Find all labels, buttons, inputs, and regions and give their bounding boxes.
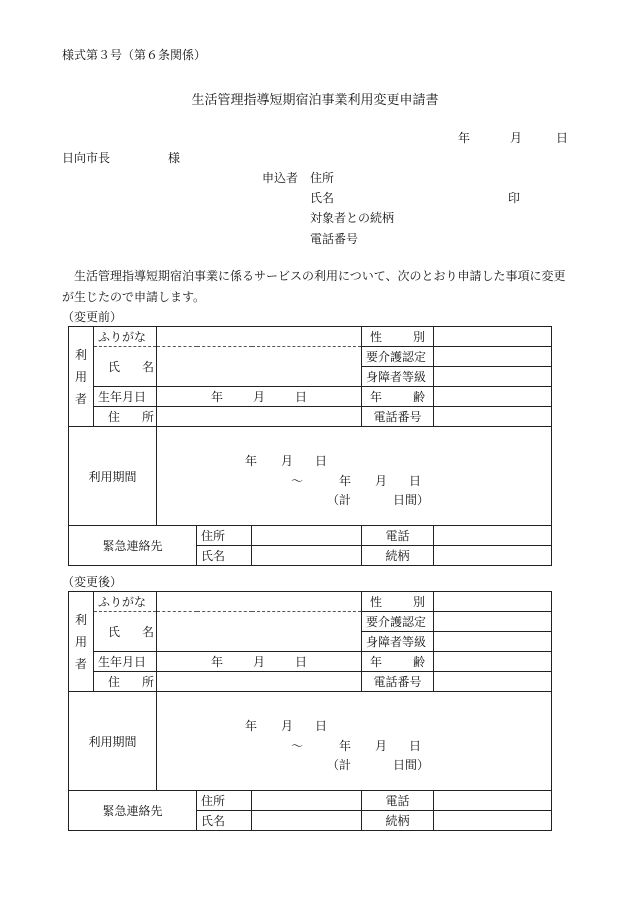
applicant-phone-label: 電話番号 [310, 232, 359, 246]
disability-label: 身障者等級 [362, 632, 434, 652]
section-caption-before: （変更前） [62, 310, 123, 324]
disability-input[interactable] [434, 367, 552, 387]
body-text: 生活管理指導短期宿泊事業に係るサービスの利用について、次のとおり申請した事項に変更が生じたので申請します。 [62, 269, 566, 304]
address-input[interactable] [157, 407, 362, 427]
age-label: 年 齢 [362, 652, 434, 672]
emergency-name-input[interactable] [252, 811, 362, 831]
birth-label: 生年月日 [94, 652, 157, 672]
disability-label: 身障者等級 [362, 367, 434, 387]
section-caption-after: （変更後） [62, 575, 123, 589]
emergency-relation-input[interactable] [434, 811, 552, 831]
body-paragraph [62, 266, 572, 308]
emergency-contact-label: 緊急連絡先 [69, 791, 197, 831]
emergency-name-label: 氏名 [197, 811, 252, 831]
furigana-input[interactable] [157, 592, 362, 612]
disability-input[interactable] [434, 632, 552, 652]
age-input[interactable] [434, 652, 552, 672]
care-level-label: 要介護認定 [362, 612, 434, 632]
emergency-address-input[interactable] [252, 526, 362, 546]
sex-label: 性 別 [362, 327, 434, 347]
age-label: 年 齢 [362, 387, 434, 407]
seal-mark: 印 [508, 191, 521, 205]
phone-label: 電話番号 [362, 407, 434, 427]
addressee-honorific: 様 [168, 151, 181, 165]
period-label: 利用期間 [69, 692, 157, 791]
emergency-name-label: 氏名 [197, 546, 252, 566]
address-label: 住 所 [94, 672, 157, 692]
period-input[interactable]: 年 月 日 ～ 年 月 日 （計 日間） [157, 692, 552, 791]
birth-input[interactable]: 年 月 日 [157, 387, 362, 407]
name-input[interactable] [157, 347, 362, 387]
form-number: 様式第３号（第６条関係） [62, 48, 207, 62]
user-label-cell: 利 用 者 [69, 592, 94, 692]
emergency-relation-label: 続柄 [362, 811, 434, 831]
emergency-phone-label: 電話 [362, 791, 434, 811]
name-label: 氏 名 [94, 612, 157, 652]
applicant-name-label: 氏名 [310, 191, 335, 205]
emergency-address-label: 住所 [197, 791, 252, 811]
document-title: 生活管理指導短期宿泊事業利用変更申請書 [191, 93, 439, 108]
emergency-address-label: 住所 [197, 526, 252, 546]
date-day-label: 日 [556, 131, 569, 145]
birth-input[interactable]: 年 月 日 [157, 652, 362, 672]
name-input[interactable] [157, 612, 362, 652]
care-level-label: 要介護認定 [362, 347, 434, 367]
emergency-phone-input[interactable] [434, 526, 552, 546]
phone-label: 電話番号 [362, 672, 434, 692]
emergency-phone-label: 電話 [362, 526, 434, 546]
care-level-input[interactable] [434, 612, 552, 632]
phone-input[interactable] [434, 407, 552, 427]
addressee-name: 日向市長 [62, 151, 111, 165]
emergency-relation-label: 続柄 [362, 546, 434, 566]
period-label: 利用期間 [69, 427, 157, 526]
form-table-before [68, 326, 552, 566]
birth-label: 生年月日 [94, 387, 157, 407]
sex-label: 性 別 [362, 592, 434, 612]
emergency-address-input[interactable] [252, 791, 362, 811]
age-input[interactable] [434, 387, 552, 407]
address-input[interactable] [157, 672, 362, 692]
emergency-contact-label: 緊急連絡先 [69, 526, 197, 566]
applicant-relation-label: 対象者との続柄 [310, 211, 395, 225]
furigana-input[interactable] [157, 327, 362, 347]
date-year-label: 年 [458, 131, 471, 145]
address-label: 住 所 [94, 407, 157, 427]
care-level-input[interactable] [434, 347, 552, 367]
user-label-cell: 利 用 者 [69, 327, 94, 427]
date-month-label: 月 [510, 131, 523, 145]
furigana-label: ふりがな [94, 592, 157, 612]
furigana-label: ふりがな [94, 327, 157, 347]
form-table-after [68, 591, 552, 831]
sex-input[interactable] [434, 327, 552, 347]
applicant-label: 申込者 [262, 171, 299, 185]
name-label: 氏 名 [94, 347, 157, 387]
sex-input[interactable] [434, 592, 552, 612]
period-input[interactable]: 年 月 日 ～ 年 月 日 （計 日間） [157, 427, 552, 526]
applicant-address-label: 住所 [310, 171, 335, 185]
emergency-name-input[interactable] [252, 546, 362, 566]
phone-input[interactable] [434, 672, 552, 692]
emergency-phone-input[interactable] [434, 791, 552, 811]
emergency-relation-input[interactable] [434, 546, 552, 566]
